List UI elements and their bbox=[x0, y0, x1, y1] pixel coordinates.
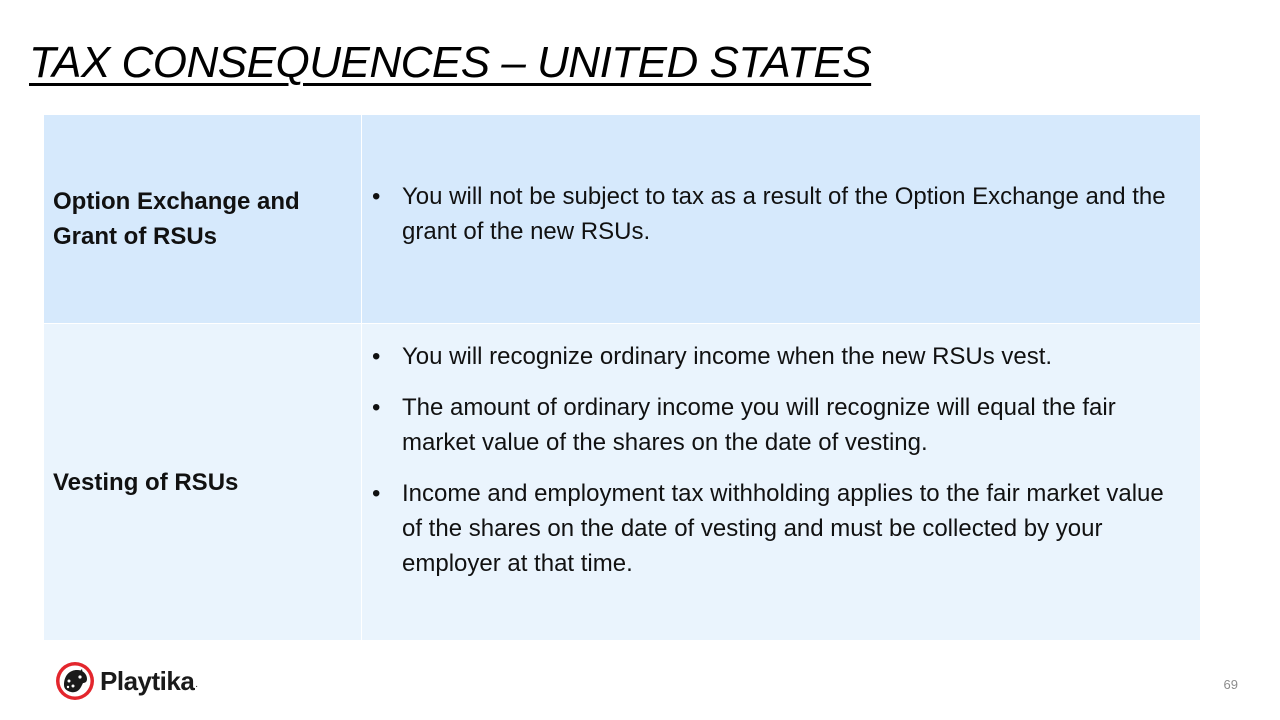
bullet-list bbox=[372, 179, 1176, 259]
row-content bbox=[362, 115, 1201, 324]
bullet-item: • You will not be subject to tax as a result of the Option Exchange and the grant of the new RSUs. bbox=[372, 179, 1176, 249]
row-label: Option Exchange and Grant of RSUs bbox=[44, 115, 362, 324]
row-content bbox=[362, 324, 1201, 641]
bullet-list bbox=[372, 339, 1176, 625]
tax-consequences-table bbox=[43, 114, 1201, 641]
table-row bbox=[44, 115, 1201, 324]
page-number: 69 bbox=[1223, 677, 1238, 692]
row-label: Vesting of RSUs bbox=[44, 324, 362, 641]
table-row bbox=[44, 324, 1201, 641]
slide-title: TAX CONSEQUENCES – UNITED STATES bbox=[29, 38, 872, 87]
bullet-item: • Income and employment tax withholding applies to the fair market value of the shares on the date of vesting and must be collected by your employer at that time. bbox=[372, 476, 1176, 581]
bullet-item: • You will recognize ordinary income when the new RSUs vest. bbox=[372, 339, 1176, 374]
bullet-item: • The amount of ordinary income you will recognize will equal the fair market value of the shares on the date of vesting. bbox=[372, 390, 1176, 460]
logo-dot: . bbox=[195, 679, 199, 690]
company-logo bbox=[55, 660, 198, 702]
playtika-leopard-icon bbox=[55, 661, 95, 701]
logo-wordmark: Playtika bbox=[100, 665, 195, 696]
